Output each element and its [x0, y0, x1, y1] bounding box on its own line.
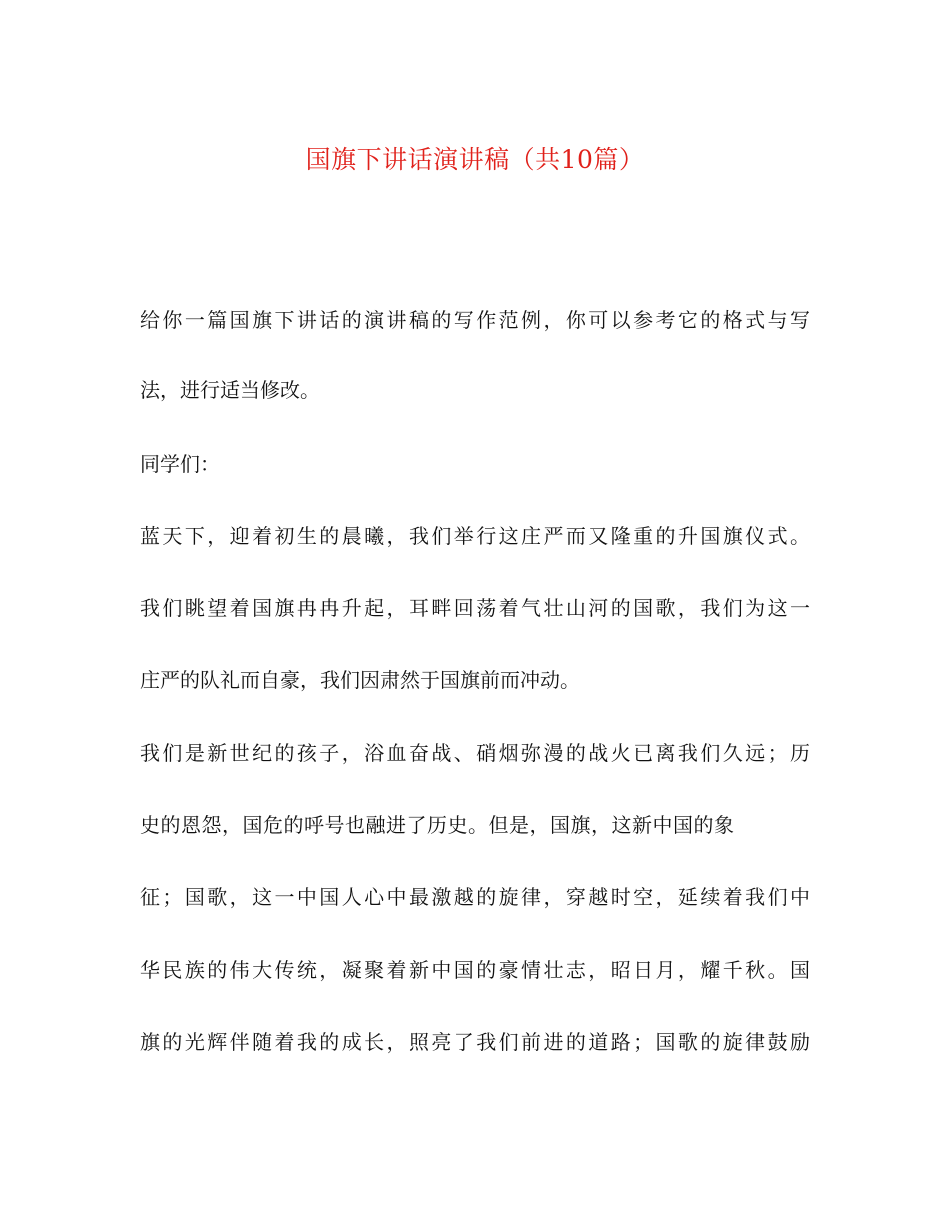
- body-line-9: 华民族的伟大传统，凝聚着新中国的豪情壮志，昭日月，耀千秋。国: [140, 958, 810, 982]
- body-line-7: 史的恩怨，国危的呼号也融进了历史。但是，国旗，这新中国的象: [140, 813, 735, 837]
- body-line-4: 我们眺望着国旗冉冉升起，耳畔回荡着气壮山河的国歌，我们为这一: [140, 596, 810, 620]
- body-line-10: 旗的光辉伴随着我的成长，照亮了我们前进的道路；国歌的旋律鼓励: [140, 1030, 810, 1054]
- body-line-8: 征；国歌，这一中国人心中最激越的旋律，穿越时空，延续着我们中: [140, 885, 810, 909]
- body-line-2: 法，进行适当修改。: [140, 378, 320, 402]
- body-line-1: 给你一篇国旗下讲话的演讲稿的写作范例，你可以参考它的格式与写: [140, 308, 810, 332]
- body-line-3: 蓝天下，迎着初生的晨曦，我们举行这庄严而又隆重的升国旗仪式。: [140, 524, 810, 548]
- body-line-5: 庄严的队礼而自豪，我们因肃然于国旗前而冲动。: [140, 668, 580, 692]
- greeting-line: 同学们：: [140, 452, 220, 476]
- document-title: 国旗下讲话演讲稿（共10篇）: [305, 145, 645, 174]
- body-line-6: 我们是新世纪的孩子，浴血奋战、硝烟弥漫的战火已离我们久远；历: [140, 741, 810, 765]
